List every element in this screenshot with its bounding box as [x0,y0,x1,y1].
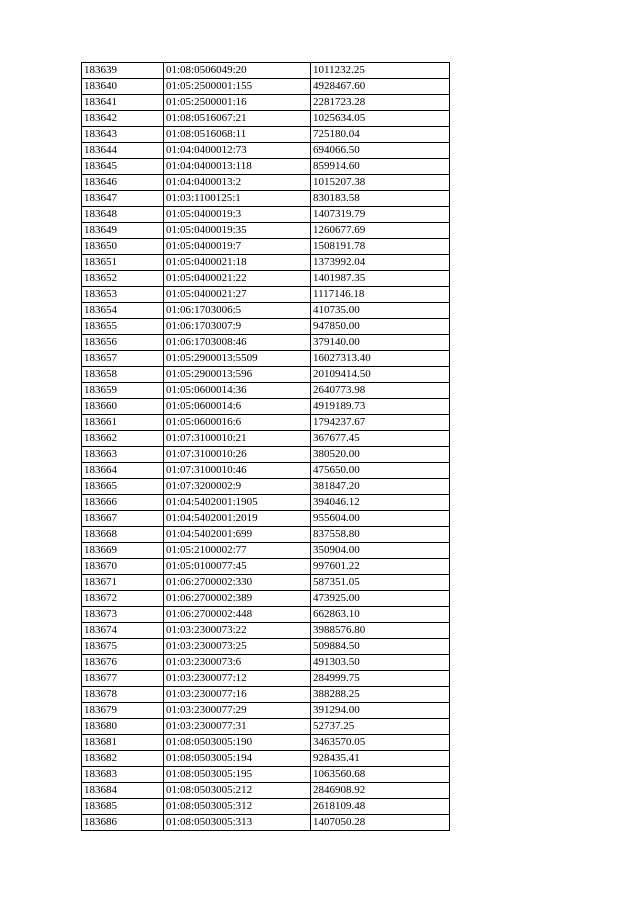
row-number-cell: 183663 [82,447,164,463]
cadastral-number-cell: 01:07:3100010:26 [164,447,311,463]
table-row [82,255,450,271]
cadastral-number-cell: 01:08:0503005:190 [164,735,311,751]
table-row [82,543,450,559]
row-number-cell: 183653 [82,287,164,303]
cadastral-number-cell: 01:03:2300073:25 [164,639,311,655]
cadastral-value-cell: 837558.80 [311,527,450,543]
table-row [82,159,450,175]
cadastral-value-cell: 4919189.73 [311,399,450,415]
table-row [82,575,450,591]
table-row [82,783,450,799]
cadastral-number-cell: 01:06:1703006:5 [164,303,311,319]
cadastral-value-cell: 3463570.05 [311,735,450,751]
table-row [82,63,450,79]
row-number-cell: 183680 [82,719,164,735]
row-number-cell: 183662 [82,431,164,447]
table-row [82,495,450,511]
cadastral-number-cell: 01:06:1703008:46 [164,335,311,351]
table-row [82,751,450,767]
row-number-cell: 183659 [82,383,164,399]
cadastral-number-cell: 01:04:5402001:1905 [164,495,311,511]
row-number-cell: 183642 [82,111,164,127]
row-number-cell: 183682 [82,751,164,767]
cadastral-value-cell: 491303.50 [311,655,450,671]
cadastral-value-cell: 2618109.48 [311,799,450,815]
cadastral-value-cell: 2281723.28 [311,95,450,111]
row-number-cell: 183678 [82,687,164,703]
row-number-cell: 183647 [82,191,164,207]
cadastral-value-cell: 694066.50 [311,143,450,159]
table-row [82,479,450,495]
table-row [82,511,450,527]
table-row [82,111,450,127]
table-row [82,415,450,431]
cadastral-value-cell: 52737.25 [311,719,450,735]
table-row [82,655,450,671]
row-number-cell: 183676 [82,655,164,671]
table-row [82,591,450,607]
cadastral-value-cell: 859914.60 [311,159,450,175]
cadastral-value-table [81,62,450,831]
row-number-cell: 183685 [82,799,164,815]
cadastral-number-cell: 01:08:0503005:194 [164,751,311,767]
table-row [82,799,450,815]
cadastral-number-cell: 01:08:0503005:313 [164,815,311,831]
cadastral-value-cell: 1260677.69 [311,223,450,239]
row-number-cell: 183643 [82,127,164,143]
row-number-cell: 183658 [82,367,164,383]
table-row [82,703,450,719]
cadastral-value-cell: 1011232.25 [311,63,450,79]
table-row [82,431,450,447]
row-number-cell: 183668 [82,527,164,543]
row-number-cell: 183649 [82,223,164,239]
cadastral-number-cell: 01:05:0600016:6 [164,415,311,431]
cadastral-number-cell: 01:03:2300077:31 [164,719,311,735]
table-row [82,319,450,335]
cadastral-value-cell: 394046.12 [311,495,450,511]
row-number-cell: 183679 [82,703,164,719]
row-number-cell: 183644 [82,143,164,159]
table-row [82,607,450,623]
cadastral-number-cell: 01:07:3100010:46 [164,463,311,479]
row-number-cell: 183648 [82,207,164,223]
table-row [82,559,450,575]
cadastral-number-cell: 01:05:2900013:596 [164,367,311,383]
cadastral-value-cell: 1407319.79 [311,207,450,223]
cadastral-number-cell: 01:05:0400021:22 [164,271,311,287]
cadastral-number-cell: 01:03:1100125:1 [164,191,311,207]
row-number-cell: 183681 [82,735,164,751]
table-row [82,175,450,191]
cadastral-number-cell: 01:04:5402001:699 [164,527,311,543]
cadastral-number-cell: 01:06:2700002:389 [164,591,311,607]
row-number-cell: 183686 [82,815,164,831]
row-number-cell: 183657 [82,351,164,367]
table-row [82,687,450,703]
row-number-cell: 183672 [82,591,164,607]
table-row [82,287,450,303]
cadastral-value-cell: 379140.00 [311,335,450,351]
row-number-cell: 183641 [82,95,164,111]
row-number-cell: 183639 [82,63,164,79]
cadastral-value-cell: 1025634.05 [311,111,450,127]
table-row [82,527,450,543]
cadastral-value-cell: 380520.00 [311,447,450,463]
table-row [82,127,450,143]
cadastral-value-cell: 662863.10 [311,607,450,623]
row-number-cell: 183651 [82,255,164,271]
cadastral-value-cell: 473925.00 [311,591,450,607]
cadastral-value-cell: 381847.20 [311,479,450,495]
cadastral-value-cell: 587351.05 [311,575,450,591]
cadastral-number-cell: 01:05:0600014:36 [164,383,311,399]
table-row [82,623,450,639]
cadastral-number-cell: 01:05:2500001:155 [164,79,311,95]
row-number-cell: 183669 [82,543,164,559]
row-number-cell: 183660 [82,399,164,415]
table-row [82,671,450,687]
table-row [82,815,450,831]
table-row [82,223,450,239]
table-row [82,191,450,207]
row-number-cell: 183675 [82,639,164,655]
cadastral-number-cell: 01:05:0400021:27 [164,287,311,303]
cadastral-value-cell: 367677.45 [311,431,450,447]
cadastral-value-cell: 1794237.67 [311,415,450,431]
cadastral-value-cell: 1508191.78 [311,239,450,255]
row-number-cell: 183652 [82,271,164,287]
row-number-cell: 183683 [82,767,164,783]
cadastral-value-cell: 997601.22 [311,559,450,575]
cadastral-number-cell: 01:04:0400013:2 [164,175,311,191]
cadastral-value-cell: 350904.00 [311,543,450,559]
cadastral-number-cell: 01:05:0600014:6 [164,399,311,415]
cadastral-value-cell: 725180.04 [311,127,450,143]
row-number-cell: 183670 [82,559,164,575]
table-row [82,239,450,255]
cadastral-number-cell: 01:04:0400012:73 [164,143,311,159]
table-row [82,463,450,479]
table-row [82,767,450,783]
cadastral-number-cell: 01:06:2700002:330 [164,575,311,591]
cadastral-number-cell: 01:05:0100077:45 [164,559,311,575]
table-row [82,383,450,399]
cadastral-number-cell: 01:04:0400013:118 [164,159,311,175]
cadastral-value-cell: 1015207.38 [311,175,450,191]
cadastral-value-cell: 388288.25 [311,687,450,703]
row-number-cell: 183655 [82,319,164,335]
cadastral-value-cell: 1407050.28 [311,815,450,831]
cadastral-value-cell: 955604.00 [311,511,450,527]
cadastral-number-cell: 01:03:2300073:22 [164,623,311,639]
table-row [82,143,450,159]
cadastral-number-cell: 01:03:2300077:16 [164,687,311,703]
cadastral-value-cell: 1373992.04 [311,255,450,271]
cadastral-number-cell: 01:08:0516067:21 [164,111,311,127]
cadastral-number-cell: 01:05:2500001:16 [164,95,311,111]
table-row [82,447,450,463]
cadastral-value-cell: 2640773.98 [311,383,450,399]
table-row [82,303,450,319]
cadastral-number-cell: 01:05:0400019:3 [164,207,311,223]
cadastral-number-cell: 01:07:3200002:9 [164,479,311,495]
row-number-cell: 183661 [82,415,164,431]
table-row [82,735,450,751]
row-number-cell: 183645 [82,159,164,175]
table-row [82,719,450,735]
cadastral-number-cell: 01:03:2300073:6 [164,655,311,671]
cadastral-number-cell: 01:08:0506049:20 [164,63,311,79]
cadastral-value-cell: 1063560.68 [311,767,450,783]
cadastral-value-cell: 20109414.50 [311,367,450,383]
cadastral-number-cell: 01:05:0400019:7 [164,239,311,255]
cadastral-value-cell: 410735.00 [311,303,450,319]
table-row [82,399,450,415]
cadastral-number-cell: 01:03:2300077:12 [164,671,311,687]
table-row [82,335,450,351]
cadastral-value-cell: 475650.00 [311,463,450,479]
row-number-cell: 183654 [82,303,164,319]
row-number-cell: 183667 [82,511,164,527]
row-number-cell: 183664 [82,463,164,479]
cadastral-value-cell: 509884.50 [311,639,450,655]
row-number-cell: 183677 [82,671,164,687]
row-number-cell: 183640 [82,79,164,95]
row-number-cell: 183674 [82,623,164,639]
table-row [82,79,450,95]
cadastral-number-cell: 01:06:1703007:9 [164,319,311,335]
row-number-cell: 183666 [82,495,164,511]
cadastral-value-cell: 928435.41 [311,751,450,767]
table-body [82,63,450,831]
cadastral-number-cell: 01:08:0516068:11 [164,127,311,143]
row-number-cell: 183673 [82,607,164,623]
cadastral-number-cell: 01:07:3100010:21 [164,431,311,447]
cadastral-value-cell: 1117146.18 [311,287,450,303]
cadastral-number-cell: 01:06:2700002:448 [164,607,311,623]
cadastral-value-cell: 391294.00 [311,703,450,719]
cadastral-number-cell: 01:04:5402001:2019 [164,511,311,527]
cadastral-number-cell: 01:08:0503005:195 [164,767,311,783]
cadastral-value-cell: 830183.58 [311,191,450,207]
cadastral-number-cell: 01:08:0503005:212 [164,783,311,799]
table-row [82,367,450,383]
table-row [82,351,450,367]
cadastral-number-cell: 01:05:0400021:18 [164,255,311,271]
row-number-cell: 183671 [82,575,164,591]
cadastral-number-cell: 01:05:0400019:35 [164,223,311,239]
row-number-cell: 183650 [82,239,164,255]
row-number-cell: 183646 [82,175,164,191]
table-row [82,95,450,111]
table-row [82,271,450,287]
cadastral-value-cell: 16027313.40 [311,351,450,367]
cadastral-value-cell: 3988576.80 [311,623,450,639]
cadastral-value-cell: 947850.00 [311,319,450,335]
table-row [82,207,450,223]
cadastral-number-cell: 01:05:2900013:5509 [164,351,311,367]
cadastral-number-cell: 01:03:2300077:29 [164,703,311,719]
cadastral-number-cell: 01:05:2100002:77 [164,543,311,559]
cadastral-number-cell: 01:08:0503005:312 [164,799,311,815]
cadastral-value-cell: 4928467.60 [311,79,450,95]
row-number-cell: 183684 [82,783,164,799]
cadastral-value-cell: 2846908.92 [311,783,450,799]
table-row [82,639,450,655]
cadastral-value-cell: 1401987.35 [311,271,450,287]
row-number-cell: 183665 [82,479,164,495]
row-number-cell: 183656 [82,335,164,351]
cadastral-value-cell: 284999.75 [311,671,450,687]
